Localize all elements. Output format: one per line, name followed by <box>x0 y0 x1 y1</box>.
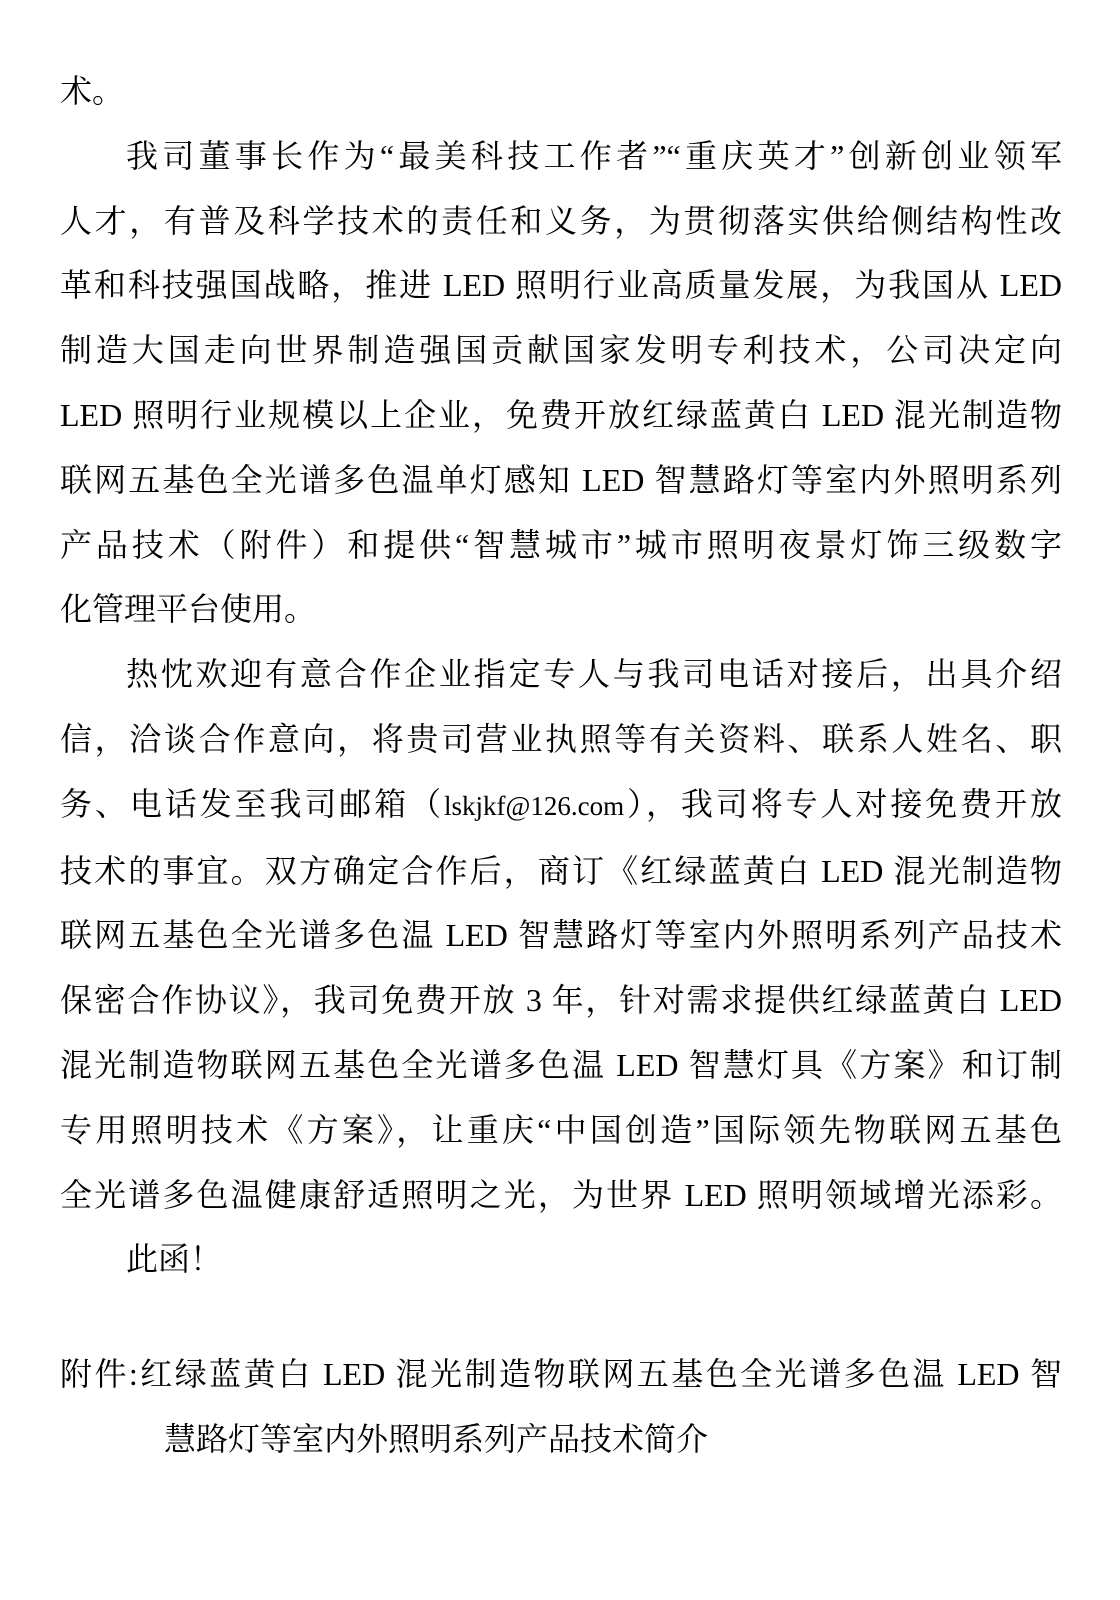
text-line: 专用照明技术《方案》，让重庆“中国创造”国际领先物联网五基色 <box>60 1111 1062 1148</box>
attachment-line-2: 慧路灯等室内外照明系列产品技术简介 <box>164 1420 709 1457</box>
text-line: 热忱欢迎有意合作企业指定专人与我司电话对接后，出具介绍 <box>126 656 1062 693</box>
text-line: 产品技术（附件）和提供“智慧城市”城市照明夜景灯饰三级数字 <box>60 526 1062 563</box>
text-line: 革和科技强国战略，推进 LED 照明行业高质量发展，为我国从 LED <box>60 267 1062 304</box>
closing-line: 此函！ <box>126 1241 223 1278</box>
text-line: 术。 <box>60 73 125 109</box>
text-line: 保密合作协议》，我司免费开放 3 年，针对需求提供红绿蓝黄白 LED <box>60 982 1062 1019</box>
attachment-line-1: 附件:红绿蓝黄白 LED 混光制造物联网五基色全光谱多色温 LED 智 <box>60 1356 1062 1393</box>
text-line: 技术的事宜。双方确定合作后，商订《红绿蓝黄白 LED 混光制造物 <box>60 852 1062 889</box>
text-segment: ），我司将专人对接免费开放 <box>624 785 1062 822</box>
text-line: 混光制造物联网五基色全光谱多色温 LED 智慧灯具《方案》和订制 <box>60 1046 1062 1083</box>
text-line: LED 照明行业规模以上企业，免费开放红绿蓝黄白 LED 混光制造物 <box>60 396 1062 433</box>
blank-line <box>60 1292 1062 1342</box>
document-body <box>60 59 1062 1472</box>
text-line: 信，洽谈合作意向，将贵司营业执照等有关资料、联系人姓名、职 <box>60 720 1062 757</box>
text-line: 我司董事长作为“最美科技工作者”“重庆英才”创新创业领军 <box>126 137 1062 174</box>
text-line: 制造大国走向世界制造强国贡献国家发明专利技术，公司决定向 <box>60 332 1062 369</box>
text-line: 联网五基色全光谱多色温 LED 智慧路灯等室内外照明系列产品技术 <box>60 917 1062 954</box>
text-line: 人才，有普及科学技术的责任和义务，为贯彻落实供给侧结构性改 <box>60 202 1062 239</box>
text-line: 全光谱多色温健康舒适照明之光，为世界 LED 照明领域增光添彩。 <box>60 1176 1062 1213</box>
email-text: lskjkf@126.com <box>444 790 625 821</box>
text-line: 化管理平台使用。 <box>60 591 317 628</box>
text-line <box>60 772 1062 839</box>
text-line: 联网五基色全光谱多色温单灯感知 LED 智慧路灯等室内外照明系列 <box>60 461 1062 498</box>
text-segment: 务、电话发至我司邮箱（ <box>60 785 445 822</box>
